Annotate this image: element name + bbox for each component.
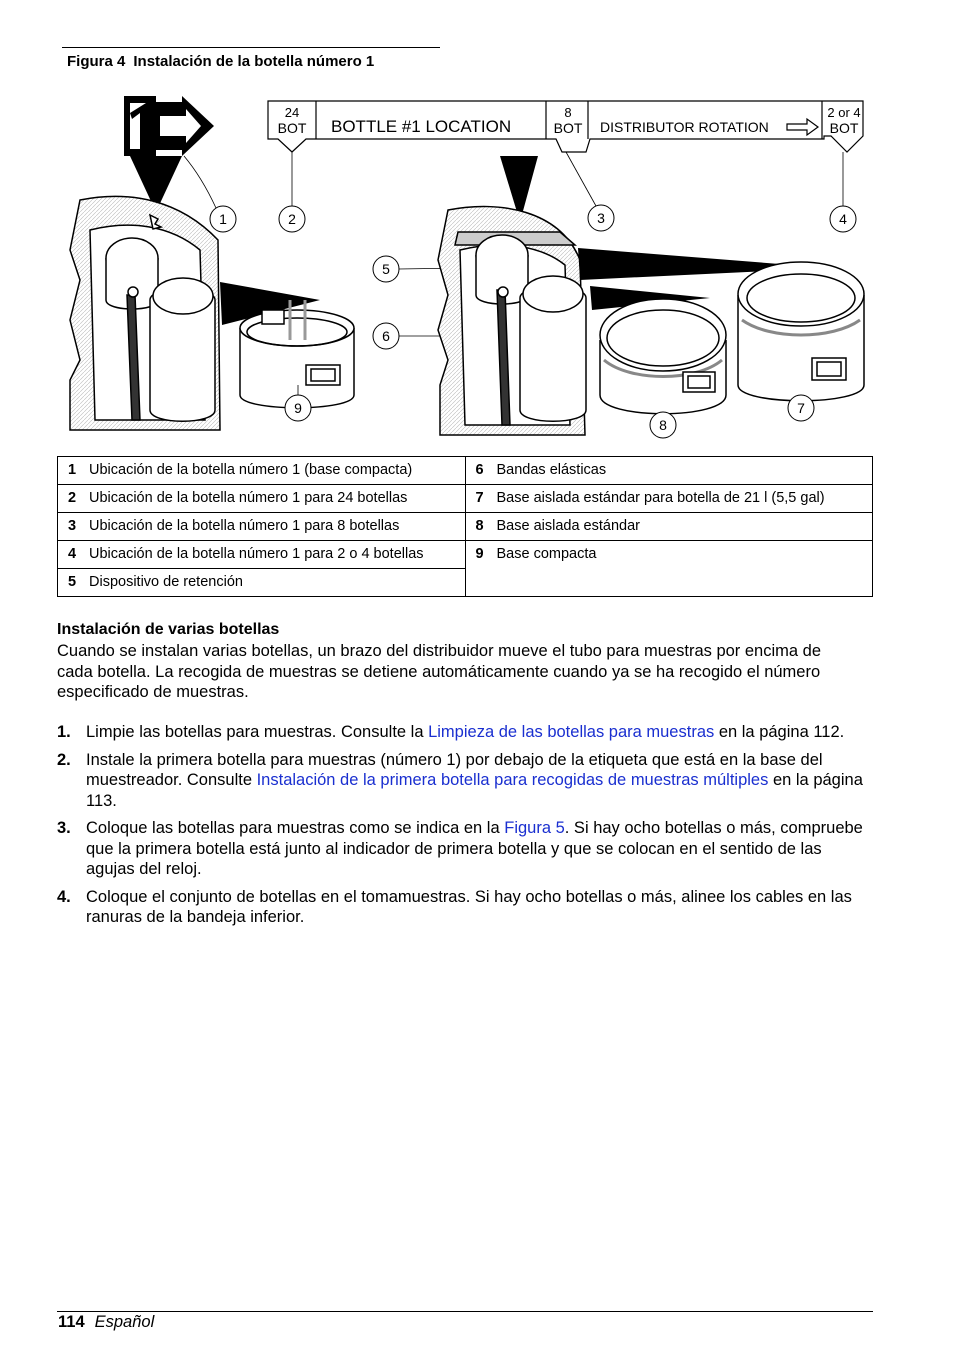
legend-item <box>58 457 465 482</box>
callout-9-label: 9 <box>294 400 302 416</box>
legend-number: 4 <box>68 546 77 562</box>
figure-caption <box>67 53 374 70</box>
legend-text: Base aislada estándar para botella de 21 l (5,5 gal) <box>496 490 825 506</box>
legend-text: Ubicación de la botella número 1 para 24 botellas <box>89 490 408 506</box>
label-24-bot: BOT <box>277 120 307 136</box>
legend-item <box>58 485 465 510</box>
section-intro: Cuando se instalan varias botellas, un brazo del distribuidor mueve el tubo para muestras por encima de cada botella. La recogida de muestras se detiene automáticamente cuando ya se ha recogido el número especificado de muestras. <box>57 642 822 701</box>
first-bottle-indicator-icon <box>124 96 214 156</box>
step-item <box>57 750 873 812</box>
legend-text: Bandas elásticas <box>496 462 607 478</box>
callout-6-label: 6 <box>382 328 390 344</box>
xref-link-figure-5[interactable]: Figura 5 <box>504 819 565 837</box>
callout-3 <box>588 205 614 231</box>
label-2or4: 2 or 4 <box>827 105 861 120</box>
legend-number: 9 <box>475 546 484 562</box>
figure-number: Figura 4 <box>67 53 126 70</box>
callout-1-label: 1 <box>219 211 227 227</box>
callout-4-label: 4 <box>839 211 847 227</box>
legend-row <box>58 485 873 513</box>
figure-legend-table <box>57 456 873 597</box>
callout-7-label: 7 <box>797 400 805 416</box>
callout-5-label: 5 <box>382 261 390 277</box>
legend-row <box>58 457 873 485</box>
standard-base-sampler-drawing <box>438 207 586 435</box>
legend-number: 2 <box>68 490 77 506</box>
label-24: 24 <box>284 105 300 120</box>
label-distributor-rotation: DISTRIBUTOR ROTATION <box>600 119 769 135</box>
label-bottle-location: BOTTLE #1 LOCATION <box>331 117 512 136</box>
legend-item <box>58 569 465 594</box>
legend-number: 6 <box>475 462 484 478</box>
xref-link-first-bottle[interactable]: Instalación de la primera botella para recogidas de muestras múltiples <box>256 771 769 789</box>
callout-2 <box>279 206 305 232</box>
legend-text: Ubicación de la botella número 1 (base compacta) <box>89 462 413 478</box>
callout-8-label: 8 <box>659 417 667 433</box>
step-number: 2. <box>57 750 71 769</box>
legend-number: 5 <box>68 574 77 590</box>
step-text-after: . Si hay ocho botellas o más, compruebe que la primera botella está junto al indicador de primera botella y que se colocan en el sentido de las agujas del reloj. <box>86 819 863 878</box>
callout-4 <box>830 206 856 232</box>
legend-text: Base compacta <box>496 546 597 562</box>
step-text: Coloque las botellas para muestras como se indica en la <box>86 819 505 837</box>
legend-number: 7 <box>475 490 484 506</box>
callout-8 <box>650 412 676 438</box>
callout-2-label: 2 <box>288 211 296 227</box>
footer-language: Español <box>94 1313 155 1331</box>
step-text: Limpie las botellas para muestras. Consulte la <box>86 723 429 741</box>
compact-base-drawing <box>240 300 354 408</box>
figure-top-rule <box>62 47 440 48</box>
legend-item <box>466 513 873 538</box>
step-number: 3. <box>57 819 71 837</box>
legend-row <box>58 541 873 569</box>
step-item <box>57 722 873 743</box>
legend-item <box>466 541 873 566</box>
legend-item <box>466 485 873 510</box>
callout-3-label: 3 <box>597 210 605 226</box>
step-text: Instale la primera botella para muestras (número 1) por debajo de la etiqueta que está en la base del muestreador. Consulte <box>86 750 823 789</box>
xref-link-cleaning[interactable]: Limpieza de las botellas para muestras <box>428 723 715 741</box>
step-item <box>57 887 873 928</box>
page-footer <box>58 1313 154 1332</box>
figure-title: Instalación de la botella número 1 <box>133 53 375 70</box>
label-8: 8 <box>564 105 572 120</box>
section-title: Instalación de varias botellas <box>57 621 280 638</box>
legend-text: Ubicación de la botella número 1 para 8 botellas <box>89 518 400 534</box>
step-number: 4. <box>57 887 71 906</box>
label-8-bot: BOT <box>553 120 583 136</box>
step-text: Coloque el conjunto de botellas en el tomamuestras. Si hay ocho botellas o más, alinee los cables en las ranuras de la bandeja inferior. <box>86 887 852 926</box>
bottle-installation-figure <box>56 86 866 442</box>
legend-item <box>58 513 465 538</box>
compact-base-sampler-drawing <box>70 196 220 430</box>
steps-list <box>57 722 873 935</box>
callout-9 <box>285 395 311 421</box>
insulated-base-21l-drawing <box>738 262 864 401</box>
legend-text: Ubicación de la botella número 1 para 2 o 4 botellas <box>89 546 424 562</box>
callout-7 <box>788 395 814 421</box>
callout-1 <box>210 206 236 232</box>
callout-5 <box>373 256 399 282</box>
page-number: 114 <box>58 1313 85 1331</box>
legend-text: Dispositivo de retención <box>89 574 243 590</box>
legend-number: 3 <box>68 518 77 534</box>
label-2or4-bot: BOT <box>829 120 859 136</box>
legend-text: Base aislada estándar <box>496 518 640 534</box>
legend-row <box>58 513 873 541</box>
legend-item <box>58 541 465 566</box>
standard-insulated-base-drawing <box>600 299 726 414</box>
callout-6 <box>373 323 399 349</box>
step-number: 1. <box>57 723 71 741</box>
legend-item <box>466 457 873 482</box>
legend-number: 1 <box>68 462 77 478</box>
step-text-after: en la página 112. <box>714 723 845 741</box>
footer-rule <box>57 1311 873 1312</box>
legend-number: 8 <box>475 518 484 534</box>
step-text-after: en la página 113. <box>86 771 863 810</box>
step-item <box>57 818 873 880</box>
